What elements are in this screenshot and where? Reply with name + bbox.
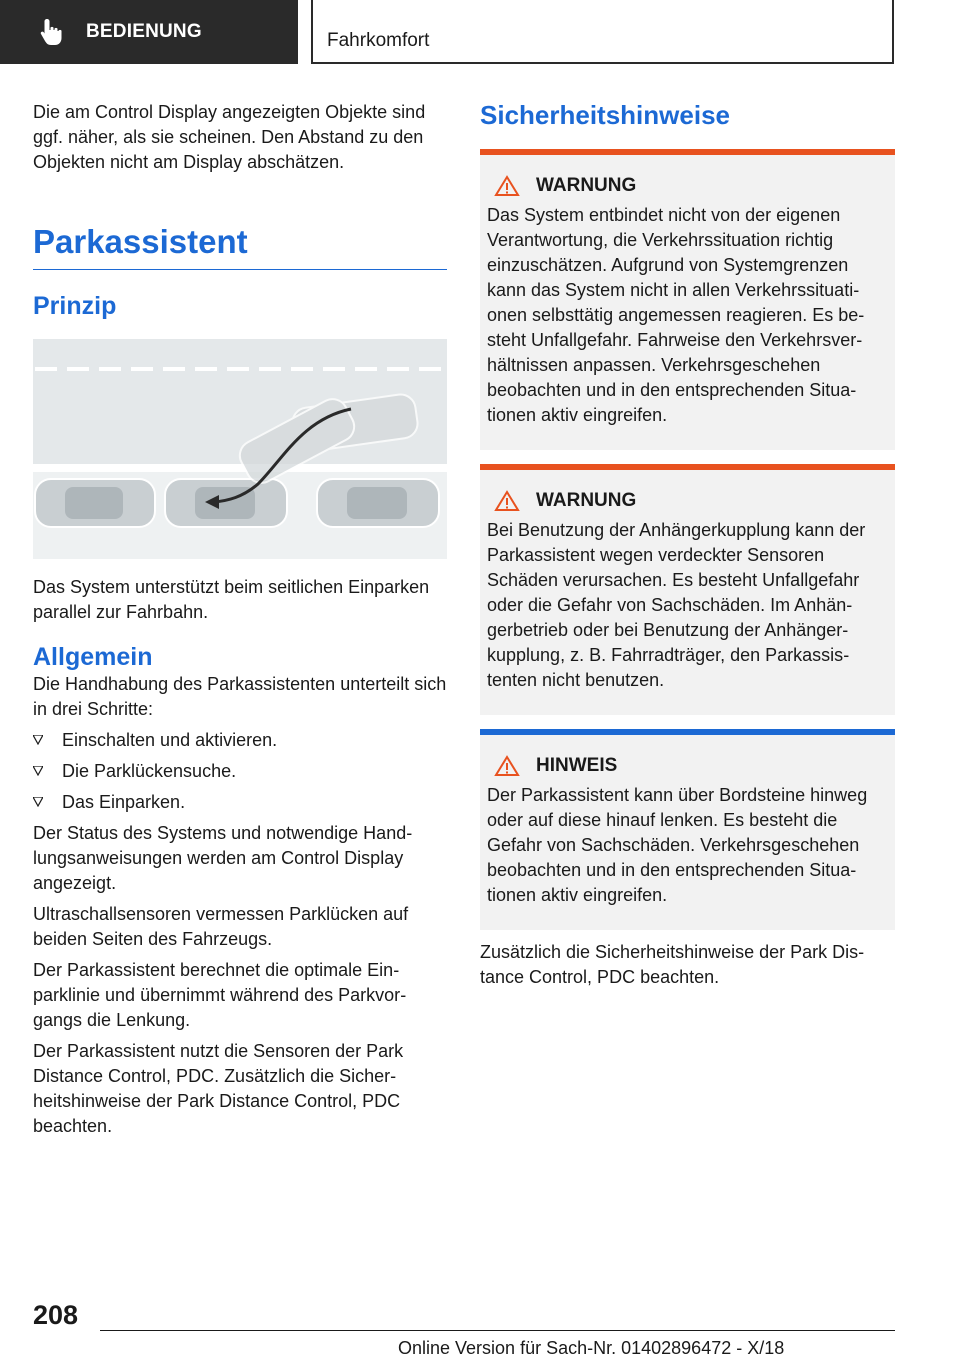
steps-list — [33, 728, 447, 815]
section-label: BEDIENUNG — [86, 21, 202, 42]
list-item — [33, 728, 447, 753]
warning-triangle-icon — [494, 175, 520, 197]
section-heading: Parkassistent — [33, 223, 248, 260]
heading-wrap — [33, 223, 447, 270]
warning-box-2 — [480, 464, 895, 715]
left-column — [33, 100, 447, 1139]
step-text: Die Parklückensuche. — [62, 761, 237, 781]
warning-text: Das System entbindet nicht von der eigenen Verantwortung, die Verkehrssituation richtig einzuschätzen. Aufgrund von Systemgrenzen kann das System nicht in allen Verkehrssituationen selbsttätig angemessen reagieren. Es besteht Unfallgefahr. Fahrweise den Verkehrsverhältnissen anpassen. Verkehrsgeschehen beobachten und in den entsprechenden Situationen aktiv eingreifen. — [487, 205, 865, 425]
intro-paragraph: Die am Control Display angezeigten Objekte sind ggf. näher, als sie scheinen. Den Abstand zu den Objekten nicht am Display abschätzen. — [33, 102, 426, 172]
list-item — [33, 759, 447, 784]
section-tab — [0, 0, 298, 64]
general-heading: Allgemein — [33, 643, 153, 671]
triangle-bullet-icon — [33, 735, 43, 745]
chapter-label: Fahrkomfort — [327, 30, 430, 51]
sensor-paragraph: Ultraschallsensoren vermessen Parklücken auf beiden Seiten des Fahrzeugs. — [33, 904, 409, 949]
parking-car — [165, 479, 287, 527]
chapter-box — [311, 0, 894, 64]
notice-box — [480, 729, 895, 930]
list-item — [33, 790, 447, 815]
triangle-bullet-icon — [33, 766, 43, 776]
triangle-bullet-icon — [33, 797, 43, 807]
warning-text: Bei Benutzung der Anhängerkupplung kann der Parkassistent wegen verdeckter Sensoren Schäden verursachen. Es besteht Unfallgefahr oder die Gefahr von Sachschäden. Im Anhängerbetrieb oder bei Benutzung der Anhängerkupplung, z. B. Fahrradträger, den Parkassistenten nicht benutzen. — [487, 520, 866, 690]
right-column — [480, 100, 895, 990]
notice-triangle-icon — [494, 755, 520, 777]
notice-title: HINWEIS — [536, 755, 618, 776]
step-text: Das Einparken. — [62, 792, 186, 812]
step-text: Einschalten und aktivieren. — [62, 730, 278, 750]
notice-text: Der Parkassistent kann über Bordsteine hinweg oder auf diese hinauf lenken. Es besteht die Gefahr von Sachschäden. Verkehrsgeschehen beobachten und in den entsprechenden Situationen aktiv eingreifen. — [487, 785, 868, 905]
warning-title: WARNUNG — [536, 175, 637, 196]
parked-car-right — [317, 479, 439, 527]
closing-paragraph: Zusätzlich die Sicherheitshinweise der Park Distance Control, PDC beachten. — [480, 942, 865, 987]
warning-triangle-icon — [494, 490, 520, 512]
warning-title: WARNUNG — [536, 490, 637, 511]
pdc-paragraph: Der Parkassistent nutzt die Sensoren der Park Distance Control, PDC. Zusätzlich die Sicherheitshinweise der Park Distance Control, PDC beachten. — [33, 1041, 404, 1136]
parked-car-left — [35, 479, 155, 527]
principle-heading: Prinzip — [33, 292, 117, 320]
figure-caption: Das System unterstützt beim seitlichen Einparken parallel zur Fahrbahn. — [33, 577, 430, 622]
online-version-text: Online Version für Sach-Nr. 01402896472 - X/18 — [398, 1338, 785, 1358]
page-number: 208 — [33, 1300, 79, 1330]
hand-pointer-icon — [38, 17, 66, 47]
parking-diagram — [33, 339, 447, 559]
steering-paragraph: Der Parkassistent berechnet die optimale Einparklinie und übernimmt während des Parkvorgangs die Lenkung. — [33, 960, 407, 1030]
footer-divider — [100, 1330, 895, 1331]
safety-heading: Sicherheitshinweise — [480, 100, 730, 130]
warning-box-1 — [480, 149, 895, 450]
status-paragraph: Der Status des Systems und notwendige Handlungsanweisungen werden am Control Display angezeigt. — [33, 823, 413, 893]
parking-illustration — [33, 339, 447, 559]
general-intro: Die Handhabung des Parkassistenten unterteilt sich in drei Schritte: — [33, 674, 447, 719]
page-header — [0, 0, 960, 66]
